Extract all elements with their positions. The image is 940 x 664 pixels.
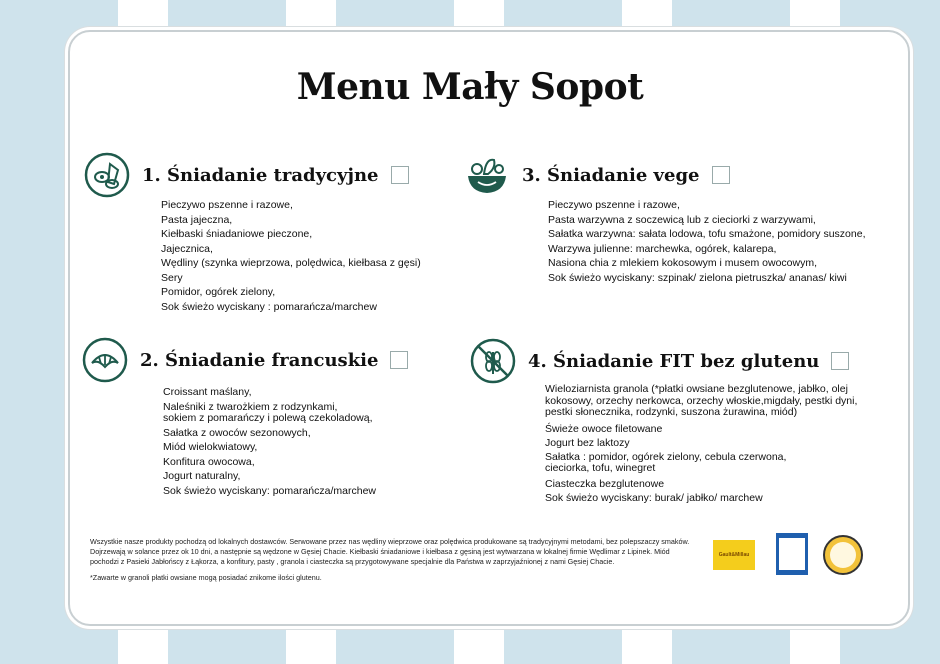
section-checkbox[interactable] bbox=[391, 166, 409, 184]
section-header bbox=[470, 338, 857, 384]
list-item: Naleśniki z twarożkiem z rodzynkami, sokiem z pomarańczy i polewą czekoladową, bbox=[163, 400, 373, 424]
list-item: Sok świeżo wyciskany: burak/ jabłko/ marchew bbox=[545, 492, 763, 504]
eggs-bread-icon bbox=[84, 152, 130, 198]
section-title: 1. Śniadanie tradycyjne bbox=[142, 164, 379, 186]
list-item: Pasta warzywna z soczewicą lub z cieciorki z warzywami, bbox=[548, 213, 816, 226]
gluten-free-icon bbox=[470, 338, 516, 384]
list-item: Warzywa julienne: marchewka, ogórek, kalarepa, bbox=[548, 242, 777, 255]
footer-note bbox=[90, 537, 690, 583]
list-item: Jogurt naturalny, bbox=[163, 470, 241, 482]
list-item: Świeże owoce filetowane bbox=[545, 422, 663, 435]
list-item: Pieczywo pszenne i razowe, bbox=[548, 199, 680, 211]
logo-text: Gault&Millau bbox=[718, 552, 750, 558]
list-item: Pomidor, ogórek zielony, bbox=[161, 286, 276, 298]
section-french bbox=[82, 337, 408, 498]
list-item: Jajecznica, bbox=[161, 242, 213, 255]
page-title: Menu Mały Sopot bbox=[296, 66, 644, 108]
award-seal-inner bbox=[830, 542, 856, 568]
list-item: Pieczywo pszenne i razowe, bbox=[161, 199, 293, 211]
list-item: Wędliny (szynka wieprzowa, polędwica, kiełbasa z gęsi) bbox=[161, 257, 421, 269]
list-item: Ciasteczka bezglutenowe bbox=[545, 477, 665, 490]
section-title: 2. Śniadanie francuskie bbox=[140, 349, 379, 371]
section-checkbox[interactable] bbox=[831, 352, 849, 370]
section-checkbox[interactable] bbox=[390, 351, 408, 369]
certificate-logo bbox=[776, 533, 808, 575]
list-item: Wieloziarnista granola (*płatki owsiane bezglutenowe, jabłko, olej kokosowy, orzechy nerkowca, orzechy włoskie,migdały, pestki dyni, pestki słonecznika, rodzynki, suszona żurawina, miód) bbox=[545, 383, 858, 418]
section-fit bbox=[470, 338, 857, 506]
section-title: 4. Śniadanie FIT bez glutenu bbox=[528, 350, 820, 372]
list-item: Sałatka : pomidor, ogórek zielony, cebula czerwona, cieciorka, tofu, winegret bbox=[545, 450, 787, 474]
item-list bbox=[545, 384, 857, 506]
croissant-icon bbox=[82, 337, 128, 383]
list-item: Sok świeżo wyciskany: szpinak/ zielona pietruszka/ ananas/ kiwi bbox=[548, 271, 847, 284]
item-list bbox=[548, 198, 866, 285]
item-list bbox=[161, 198, 421, 314]
gluten-note: *Zawarte w granoli płatki owsiane mogą posiadać znikome ilości glutenu. bbox=[90, 573, 322, 582]
section-header bbox=[464, 152, 866, 198]
list-item: Sok świeżo wyciskany : pomarańcza/marchew bbox=[161, 300, 377, 313]
section-vege bbox=[464, 152, 866, 285]
item-list bbox=[163, 385, 408, 498]
section-header bbox=[82, 337, 408, 383]
section-checkbox[interactable] bbox=[712, 166, 730, 184]
gault-millau-logo bbox=[713, 540, 755, 570]
list-item: Miód wielokwiatowy, bbox=[163, 441, 258, 453]
footer-text: Wszystkie nasze produkty pochodzą od lokalnych dostawców. Serwowane przez nas wędliny wieprzowe oraz polędwica produkowane są tradycyjnymi metodami, bez polepszaczy smaków. Dojrzewają w solance przez ok 10 dni, a następnie są wędzone w Gęsiej Chacie. Kiełbaski śniadaniowe i kiełbasa z gęsiną jest wytwarzana w lokalnej firmie Wędlimar z Lipinek. Miód pochodzi z Pasieki Jabłońscy z Łąkorza, a konfitury, pasty , granola i ciasteczka są przygotowywane specjalnie dla Państwa w zaprzyjaźnionej z nami Gęsiej Chacie. bbox=[90, 537, 690, 566]
certificate-logo-inner bbox=[779, 538, 805, 570]
list-item: Pasta jajeczna, bbox=[161, 213, 233, 226]
section-header bbox=[84, 152, 421, 198]
list-item: Konfitura owocowa, bbox=[163, 455, 255, 468]
list-item: Sok świeżo wyciskany: pomarańcza/marchew bbox=[163, 484, 376, 497]
section-title: 3. Śniadanie vege bbox=[522, 164, 700, 186]
list-item: Croissant maślany, bbox=[163, 386, 252, 398]
section-traditional bbox=[84, 152, 421, 314]
list-item: Sałatka z owoców sezonowych, bbox=[163, 426, 311, 439]
list-item: Jogurt bez laktozy bbox=[545, 437, 630, 449]
salad-bowl-icon bbox=[464, 152, 510, 198]
award-seal-logo bbox=[823, 535, 863, 575]
list-item: Kiełbaski śniadaniowe pieczone, bbox=[161, 228, 313, 240]
list-item: Nasiona chia z mlekiem kokosowym i musem owocowym, bbox=[548, 257, 817, 269]
list-item: Sałatka warzywna: sałata lodowa, tofu smażone, pomidory suszone, bbox=[548, 228, 866, 240]
list-item: Sery bbox=[161, 271, 183, 284]
